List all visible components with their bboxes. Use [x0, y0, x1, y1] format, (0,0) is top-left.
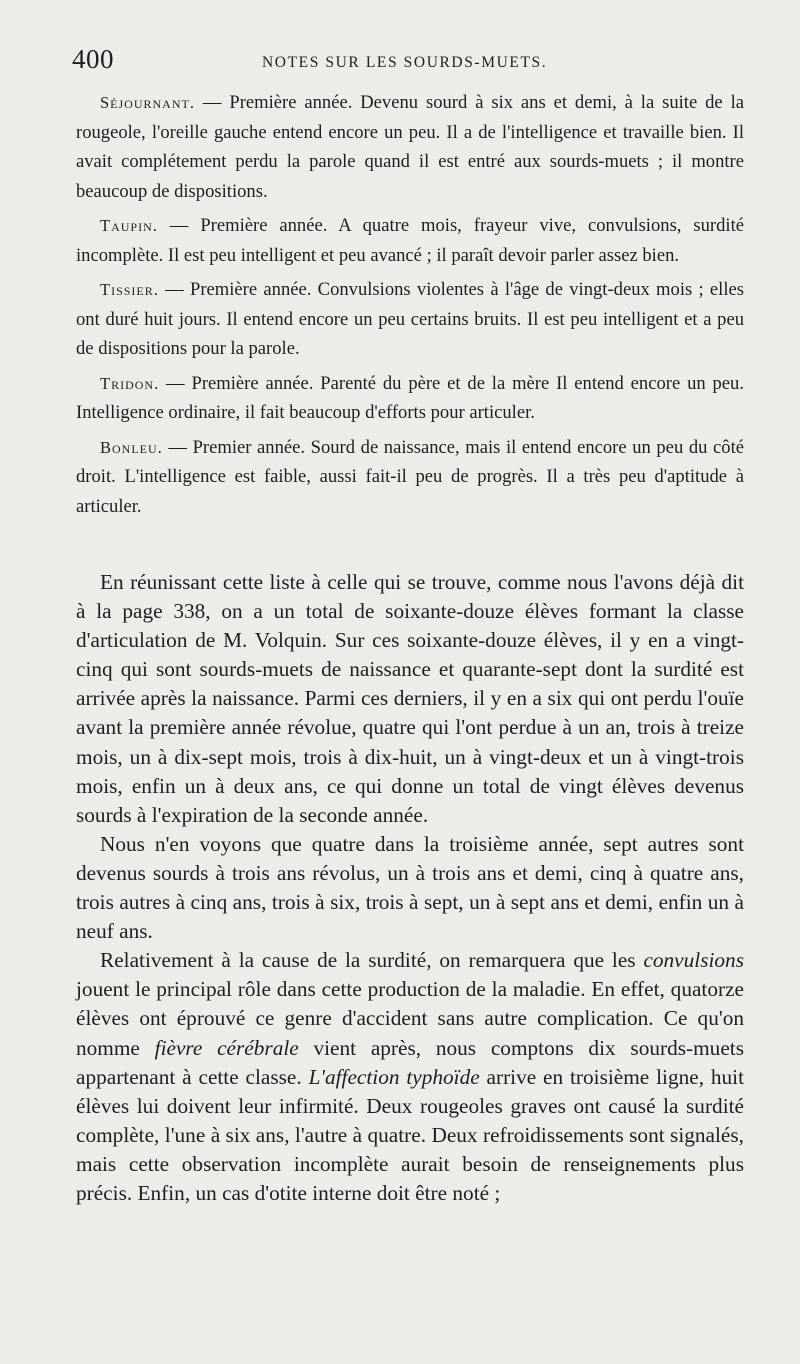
student-name: Tridon.: [100, 373, 160, 393]
note-entry: [76, 211, 744, 270]
main-text: [76, 568, 744, 1208]
note-entry: [76, 88, 744, 206]
italic-term: fièvre cérébrale: [154, 1035, 299, 1060]
note-text: — Première année. Devenu sourd à six ans et demi, à la suite de la rougeole, l'oreille gauche entend encore un peu. Il a de l'intelligence et travaille bien. Il avait complétement perdu la parole quand il est entré aux sourds-muets ; il montre beaucoup de dispositions.: [76, 92, 744, 202]
running-head: NOTES SUR LES SOURDS-MUETS.: [262, 54, 548, 71]
paragraph-text: Relativement à la cause de la surdité, on remarquera que les: [100, 948, 644, 973]
note-text: — Première année. Parenté du père et de la mère Il entend encore un peu. Intelligence ordinaire, il fait beaucoup d'efforts pour articuler.: [76, 372, 744, 423]
paragraph: En réunissant cette liste à celle qui se trouve, comme nous l'avons déjà dit à la page 338, on a un total de soixante-douze élèves formant la classe d'articulation de M. Volquin. Sur ces soixante-douze élèves, il y en a vingt-cinq qui sont sourds-muets de naissance et quarante-sept dont la surdité est arrivée après la naissance. Parmi ces derniers, il y en a six qui ont perdu l'ouïe avant la première année révolue, quatre qui l'ont perdue à un an, trois à treize mois, un à dix-sept mois, trois à dix-huit, un à vingt-deux et un à vingt-trois mois, enfin un à deux ans, ce qui donne un total de vingt élèves devenus sourds à l'expiration de la seconde année.: [76, 570, 744, 827]
paragraph-text: arrive en troisième ligne, huit élèves lui doivent leur infirmité. Deux rougeoles graves ont causé la surdité complète, l'une à six ans, l'autre à quatre. Deux refroidissements sont signalés, mais cette observation incomplète aurait besoin de renseignements plus précis. Enfin, un cas d'otite interne doit être noté ;: [76, 1064, 745, 1205]
note-text: — Première année. Convulsions violentes à l'âge de vingt-deux mois ; elles ont duré huit jours. Il entend encore un peu certains bruits. Il est peu intelligent et a peu de dispositions pour la parole.: [76, 279, 744, 359]
paragraph: Nous n'en voyons que quatre dans la troisième année, sept autres sont devenus sourds à trois ans révolus, un à trois ans et demi, cinq à quatre ans, trois autres à cinq ans, trois à six, trois à sept, un à sept ans et demi, enfin un à neuf ans.: [76, 831, 744, 944]
note-entry: [76, 369, 744, 428]
note-entry: [76, 275, 744, 364]
student-notes: [76, 88, 744, 526]
student-name: Séjournant.: [100, 93, 195, 112]
student-name: Taupin.: [100, 216, 158, 235]
student-name: Tissier.: [100, 280, 159, 299]
page-number: 400: [72, 44, 114, 74]
paragraph-text: vient après, nous comptons dix sourds-muets appartenant à cette classe.: [76, 1035, 744, 1089]
italic-term: convulsions: [643, 948, 744, 973]
note-text: — Premier année. Sourd de naissance, mais il entend encore un peu du côté droit. L'intelligence est faible, aussi fait-il peu de progrès. Il a très peu d'aptitude à articuler.: [76, 436, 744, 517]
note-text: — Première année. A quatre mois, frayeur vive, convulsions, surdité incomplète. Il est peu intelligent et peu avancé ; il paraît devoir parler assez bien.: [76, 215, 744, 266]
paragraph-text: jouent le principal rôle dans cette production de la maladie. En effet, quatorze élèves ont éprouvé ce genre d'accident sans autre complication. Ce qu'on nomme: [76, 977, 744, 1060]
note-entry: [76, 433, 744, 522]
italic-term: L'affection typhoïde: [308, 1064, 480, 1089]
paragraph: [76, 946, 744, 1208]
student-name: Bonleu.: [100, 437, 163, 457]
page-header: [72, 44, 760, 84]
